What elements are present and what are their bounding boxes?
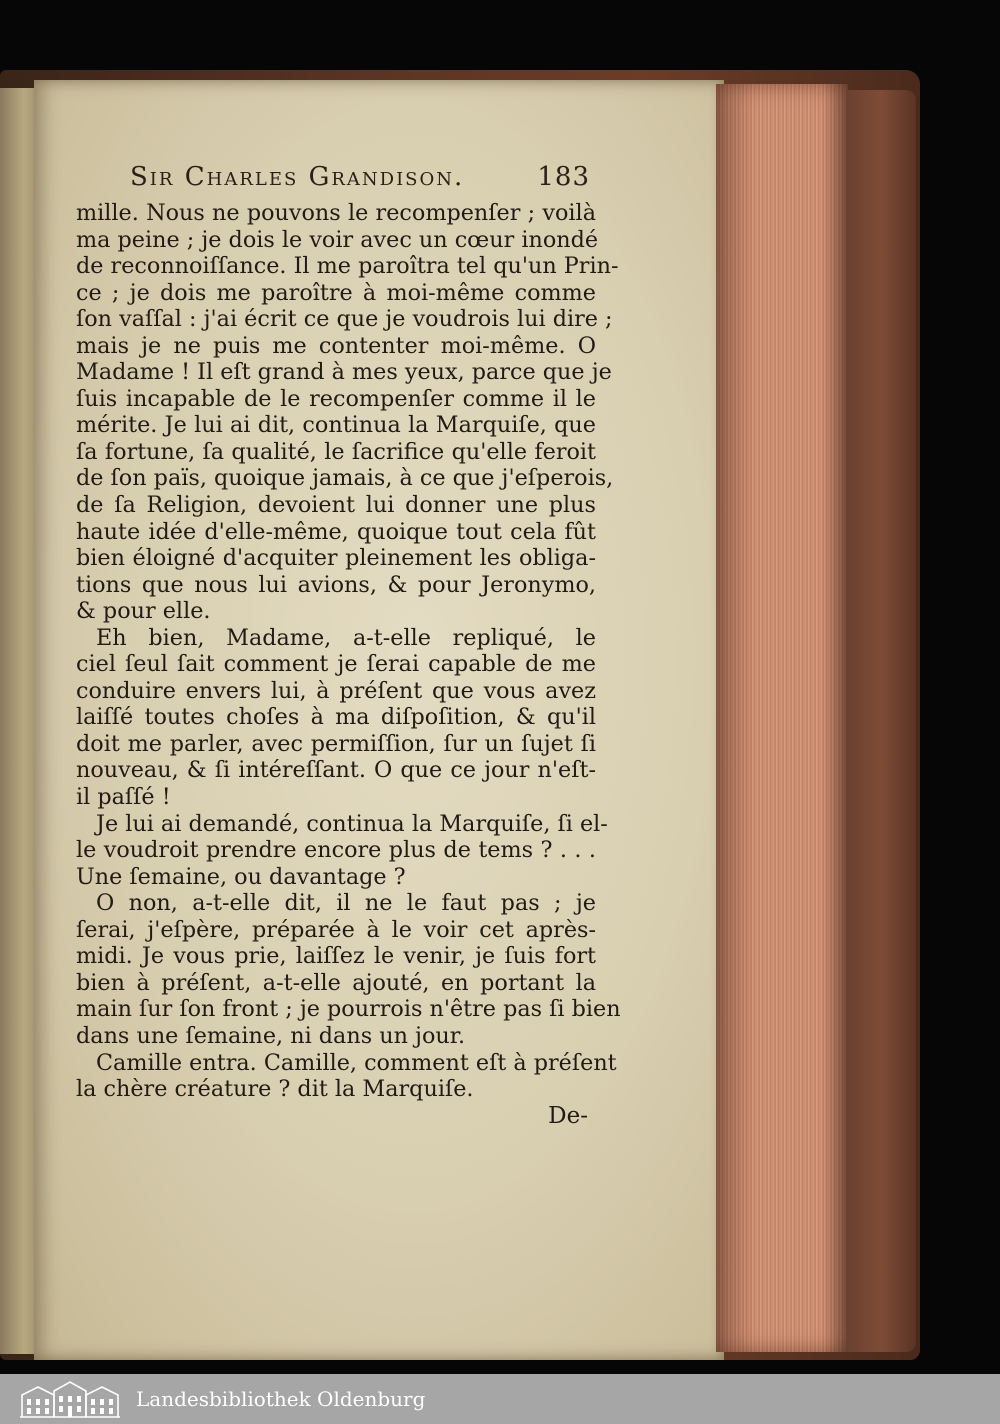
library-footer-bar <box>0 1374 1000 1424</box>
text-line: Camille entra. Camille, comment eſt à préſent <box>96 1049 617 1076</box>
text-line: nouveau, & ſi intéreſſant. O que ce jour n'eſt- <box>76 757 596 784</box>
text-line: Je lui ai demandé, continua la Marquiſe, ſi el- <box>96 810 608 837</box>
text-line: main ſur ſon front ; je pourrois n'être pas ſi bien <box>76 996 621 1023</box>
text-line: mérite. Je lui ai dit, continua la Marquiſe, que <box>76 412 596 439</box>
text-line: Madame ! Il eſt grand à mes yeux, parce que je <box>76 359 612 386</box>
library-name: Landesbibliothek Oldenburg <box>136 1387 426 1411</box>
text-line: dans une ſemaine, ni dans un jour. <box>76 1022 466 1049</box>
text-line: ſerai, j'eſpère, préparée à le voir cet après- <box>76 916 596 943</box>
text-line: midi. Je vous prie, laiſſez le venir, je ſuis fort <box>76 943 596 970</box>
text-line: bien éloigné d'acquiter pleinement les obliga- <box>76 545 596 572</box>
text-line: doit me parler, avec permiſſion, ſur un ſujet ſi <box>76 730 596 757</box>
text-line: ce ; je dois me paroître à moi-même comme <box>76 279 596 306</box>
text-line: conduire envers lui, à préſent que vous avez <box>76 677 596 704</box>
text-line: de ſa Religion, devoient lui donner une plus <box>76 492 596 519</box>
text-line: laiſſé toutes choſes à ma diſpoſition, & qu'il <box>76 704 596 731</box>
text-line: la chère créature ? dit la Marquiſe. <box>76 1076 474 1103</box>
text-line: bien à préſent, a-t-elle ajouté, en portant la <box>76 969 596 996</box>
text-line: ciel ſeul ſait comment je ſerai capable de me <box>76 651 596 678</box>
text-line: ſon vaſſal : j'ai écrit ce que je voudrois lui dire ; <box>76 306 613 333</box>
text-line: ſa fortune, ſa qualité, le ſacrifice qu'elle feroit <box>76 438 596 465</box>
text-line: de ſon païs, quoique jamais, à ce que j'eſperois, <box>76 465 614 492</box>
body-text <box>76 200 621 1129</box>
text-line: Une ſemaine, ou davantage ? <box>76 863 406 890</box>
catchword: De- <box>548 1102 588 1129</box>
text-line: il paſſé ! <box>76 784 171 811</box>
text-line: le voudroit prendre encore plus de tems ? . . . <box>76 837 596 864</box>
text-line: O non, a-t-elle dit, il ne le faut pas ; je <box>96 890 596 917</box>
text-line: haute idée d'elle-même, quoique tout cela fût <box>76 518 596 545</box>
page-number: 183 <box>537 162 590 192</box>
cover-edge <box>846 90 916 1352</box>
running-head-title: Sir Charles Grandison. <box>130 162 465 192</box>
text-line: ſuis incapable de le recompenſer comme il le <box>76 385 596 412</box>
text-line: & pour elle. <box>76 598 211 625</box>
text-line: de reconnoiſſance. Il me paroîtra tel qu'un Prin- <box>76 253 619 280</box>
text-line: ma peine ; je dois le voir avec un cœur inondé <box>76 226 599 253</box>
text-line: mais je ne puis me contenter moi-même. O <box>76 332 596 359</box>
library-building-icon <box>18 1379 122 1419</box>
text-line: mille. Nous ne pouvons le recompenſer ; voilà <box>76 200 596 226</box>
text-line: tions que nous lui avions, & pour Jeronymo, <box>76 571 596 598</box>
page-block-shading <box>716 84 848 1352</box>
running-head <box>130 162 590 192</box>
text-line: Eh bien, Madame, a-t-elle repliqué, le <box>96 624 596 651</box>
